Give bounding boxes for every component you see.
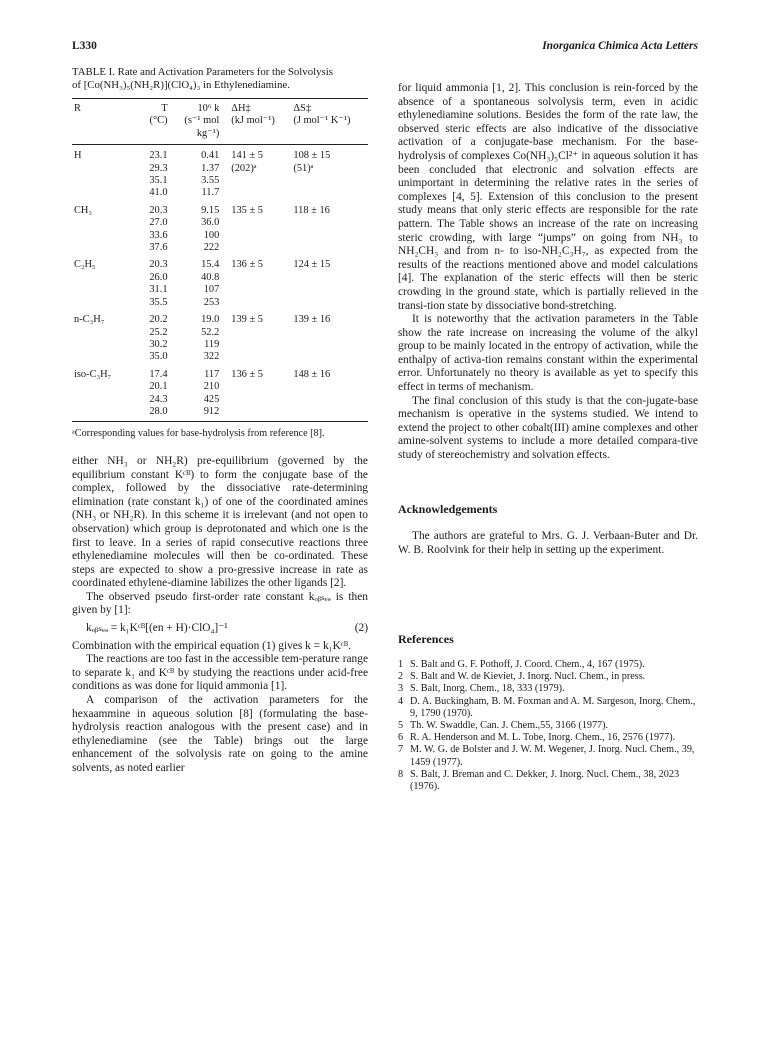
reference-text: S. Balt, Inorg. Chem., 18, 333 (1979). xyxy=(410,683,565,695)
table-row xyxy=(72,217,368,229)
journal-title: Inorganica Chimica Acta Letters xyxy=(542,40,698,52)
reference-text: S. Balt and G. F. Pothoff, J. Coord. Chem., 4, 167 (1975). xyxy=(410,659,645,670)
reference-number: 4 xyxy=(398,695,404,707)
cell-t: 20.3 xyxy=(149,259,168,271)
right-paragraph-1: for liquid ammonia [1, 2]. This conclusion is rein-forced by the absence of a spontaneous solvolysis term, even in acidic ethylenediamine solutions. Besides the form of the rate law, the observed steric effects are also indicative of the dissociative activation of a conjugate-base mechanism. For the base-hydrolysis of complexes Co(NH₃)₅Cl²⁺ in aqueous solution it has been concluded that electronic and solvation effects are unimportant in determining the relative rates in the series of complexes [4, 5]. Extension of this conclusion to the present study means that only steric effects are responsible for the rate pattern. The Table shows an increase of the rate on increasing steric crowding, with large “jumps” on going from NH₃ to NH₂CH₃ and from n- to iso-NH₂C₃H₇, as expected from the results of the reactions mentioned above and model calculations [4]. The explanation of the steric effects will then be steric crowding in the ground state, which is partially relieved in the transi-tion state by dissociative bond-stretching. xyxy=(398,82,698,312)
cell-r xyxy=(72,406,126,422)
cell-k: 40.8 xyxy=(201,271,220,283)
cell-t: 25.2 xyxy=(149,326,168,338)
cell-ds xyxy=(291,394,368,406)
cell-r xyxy=(72,217,126,229)
cell-k: 222 xyxy=(203,242,220,254)
cell-dh: (202)ᵃ xyxy=(231,162,257,174)
cell-ds xyxy=(291,351,368,363)
cell-dh: 141 ± 5 xyxy=(231,150,263,162)
cell-t: 30.2 xyxy=(149,338,168,350)
acknowledgements-text: The authors are grateful to Mrs. G. J. Verbaan-Buter and Dr. W. B. Roolvink for their help in setting up the experiment. xyxy=(398,530,698,556)
cell-r xyxy=(72,242,126,254)
table-body xyxy=(72,145,368,422)
table-row xyxy=(72,364,368,381)
cell-dh: 136 ± 5 xyxy=(231,259,263,271)
page-header xyxy=(72,40,698,58)
cell-ds xyxy=(291,406,368,422)
cell-k: 1.37 xyxy=(201,162,220,174)
right-column xyxy=(398,82,698,793)
cell-r: H xyxy=(74,150,82,162)
cell-r: n-C₃H₇ xyxy=(74,314,105,326)
reference-item xyxy=(398,744,698,768)
cell-k: 425 xyxy=(203,393,220,405)
table-row xyxy=(72,406,368,422)
cell-ds: 148 ± 16 xyxy=(293,368,331,380)
cell-dh xyxy=(229,187,291,199)
cell-ds xyxy=(291,297,368,309)
cell-t: 41.0 xyxy=(149,187,168,199)
acknowledgements-heading: Acknowledgements xyxy=(398,501,498,516)
table-row xyxy=(72,309,368,326)
cell-k: 3.55 xyxy=(201,175,220,187)
cell-dh xyxy=(229,339,291,351)
rate-parameters-table xyxy=(72,98,368,422)
cell-t: 20.2 xyxy=(149,314,168,326)
left-paragraph-2: The observed pseudo first-order rate constant kₒᵦₛₑₔ is then given by [1]: xyxy=(72,590,368,617)
cell-ds: 108 ± 15 xyxy=(293,150,331,162)
table-row xyxy=(72,327,368,339)
cell-r xyxy=(72,351,126,363)
table-row xyxy=(72,351,368,363)
unit-k-1: (s⁻¹ mol xyxy=(184,115,220,127)
cell-dh xyxy=(229,351,291,363)
table-row xyxy=(72,284,368,296)
reference-number: 2 xyxy=(398,671,404,683)
cell-ds xyxy=(291,175,368,187)
cell-ds xyxy=(291,272,368,284)
reference-item xyxy=(398,720,698,732)
cell-t: 37.6 xyxy=(149,242,168,254)
cell-t: 35.1 xyxy=(149,175,168,187)
cell-k: 19.0 xyxy=(201,314,220,326)
cell-k: 322 xyxy=(203,351,220,363)
cell-ds xyxy=(291,187,368,199)
table-row xyxy=(72,297,368,309)
cell-k: 253 xyxy=(203,296,220,308)
table-row xyxy=(72,339,368,351)
cell-r xyxy=(72,381,126,393)
header-k: 10⁶ k xyxy=(178,99,230,116)
cell-r xyxy=(72,175,126,187)
right-paragraph-2: It is noteworthy that the activation parameters in the Table show the rate increase on increasing the volume of the alkyl group to be mainly located in the entropy of activation, while the enthalpy of activa-tion remains constant within the experimental error. Unfortunately no theory is available as yet to specify this effect in terms of mechanism. xyxy=(398,313,698,394)
cell-dh xyxy=(229,230,291,242)
cell-k: 210 xyxy=(203,381,220,393)
equation-text: kₒᵦₛₑₔ = k₁Kᶜᴮ[(en + H)·ClO₄]⁻¹ xyxy=(86,622,228,635)
equation-number: (2) xyxy=(354,622,368,635)
unit-k-2: kg⁻¹) xyxy=(178,128,230,145)
reference-number: 1 xyxy=(398,659,404,670)
table-footnote: ᵃCorresponding values for base-hydrolysis from reference [8]. xyxy=(72,428,325,440)
reference-number: 3 xyxy=(398,683,404,695)
cell-dh xyxy=(229,406,291,422)
equation-2 xyxy=(86,622,368,636)
cell-dh xyxy=(229,394,291,406)
left-paragraph-5: A comparison of the activation parameters for the hexaammine in aqueous solution [8] (formulating the base-hydrolysis reaction analogous with the present case) and in ethylenediamine (see the Table) brings out the large enhancement of the solvolysis rate on going to the amine solvents, as noted earlier xyxy=(72,694,368,774)
cell-t: 20.3 xyxy=(149,204,168,216)
header-t: T xyxy=(126,99,178,116)
cell-r xyxy=(72,272,126,284)
reference-text: S. Balt and W. de Kieviet, J. Inorg. Nucl. Chem., in press. xyxy=(410,671,646,683)
cell-ds xyxy=(291,217,368,229)
cell-k: 36.0 xyxy=(201,217,220,229)
cell-ds: 139 ± 16 xyxy=(293,314,331,326)
cell-t: 28.0 xyxy=(126,406,178,422)
cell-ds xyxy=(291,230,368,242)
cell-k: 0.41 xyxy=(201,150,220,162)
table-row xyxy=(72,175,368,187)
right-paragraph-3: The final conclusion of this study is that the con-jugate-base mechanism is operative in the systems studied. We intend to extend the project to other cobalt(III) amine complexes and other amine-solvent systems to include a more detailed compara-tive study of stereochemistry and solvation effects. xyxy=(398,394,698,462)
cell-dh xyxy=(229,272,291,284)
unit-dh: (kJ mol⁻¹) xyxy=(231,115,275,127)
left-paragraph-1: either NH₃ or NH₂R) pre-equilibrium (governed by the equilibrium constant Kᶜᴮ) to form the conjugate base of the complex, followed by the dissociative rate-determining elimination (rate constant k₁) of one of the coordinated amines (NH₃ or NH₂R). In this scheme it is irrelevant (and not open to observation) which group is deprotonated and which one is the first to leave. In a series of rapid consecutive reactions three ethylenediamine molecules will then be co-ordinated. These steps are expected to show a pro-gressive increase in rate as coordinated ethylene-diamine labilizes the other ligands [2]. xyxy=(72,454,368,590)
table-row xyxy=(72,200,368,217)
reference-text: R. A. Henderson and M. L. Tobe, Inorg. Chem., 16, 2576 (1977). xyxy=(410,732,676,744)
table-row xyxy=(72,394,368,406)
references-heading: References xyxy=(398,632,454,647)
cell-r: CH₃ xyxy=(74,204,93,216)
header-dh: ΔH‡ xyxy=(229,99,291,116)
table-caption-line-2: of [Co(NH₃)₅(NH₂R)](ClO₄)₃ in Ethylenediamine. xyxy=(72,79,290,91)
unit-t: (°C) xyxy=(149,115,168,127)
cell-r xyxy=(72,230,126,242)
cell-k: 107 xyxy=(203,284,220,296)
cell-t: 20.1 xyxy=(149,381,168,393)
reference-item xyxy=(398,732,698,744)
cell-ds xyxy=(291,242,368,254)
reference-item xyxy=(398,659,698,671)
cell-dh: 135 ± 5 xyxy=(231,204,263,216)
cell-dh xyxy=(229,217,291,229)
reference-text: D. A. Buckingham, B. M. Foxman and A. M. Sargeson, Inorg. Chem., 9, 1790 (1970). xyxy=(410,695,696,719)
table-caption xyxy=(72,66,368,92)
cell-r xyxy=(72,187,126,199)
cell-ds: 118 ± 16 xyxy=(293,204,330,216)
cell-r xyxy=(72,394,126,406)
cell-t: 24.3 xyxy=(149,393,168,405)
cell-k: 9.15 xyxy=(201,204,220,216)
cell-t: 31.1 xyxy=(149,284,168,296)
header-ds: ΔS‡ xyxy=(291,99,368,116)
cell-k: 15.4 xyxy=(201,259,220,271)
reference-number: 5 xyxy=(398,720,404,732)
table-row xyxy=(72,230,368,242)
table-row xyxy=(72,272,368,284)
cell-ds xyxy=(291,381,368,393)
cell-k: 912 xyxy=(178,406,230,422)
cell-dh xyxy=(229,297,291,309)
header-r: R xyxy=(72,99,126,116)
cell-t: 35.0 xyxy=(149,351,168,363)
reference-text: Th. W. Swaddle, Can. J. Chem.,55, 3166 (1977). xyxy=(410,720,609,732)
cell-dh xyxy=(229,175,291,187)
reference-item xyxy=(398,769,698,793)
page-number: L330 xyxy=(72,40,97,52)
cell-r: iso-C₃H₇ xyxy=(74,368,112,380)
cell-ds: 124 ± 15 xyxy=(293,259,331,271)
cell-dh xyxy=(229,242,291,254)
cell-dh: 139 ± 5 xyxy=(231,314,263,326)
reference-number: 8 xyxy=(398,768,404,780)
table-unit-row-2 xyxy=(72,128,368,145)
cell-t: 33.6 xyxy=(149,229,168,241)
cell-dh xyxy=(229,327,291,339)
cell-k: 117 xyxy=(204,368,220,380)
cell-ds xyxy=(291,327,368,339)
cell-ds xyxy=(291,339,368,351)
cell-k: 52.2 xyxy=(201,326,220,338)
reference-item xyxy=(398,696,698,720)
reference-number: 6 xyxy=(398,732,404,744)
cell-r xyxy=(72,339,126,351)
cell-ds xyxy=(291,284,368,296)
cell-k: 11.7 xyxy=(201,187,220,199)
table-caption-line-1: TABLE I. Rate and Activation Parameters for the Solvolysis xyxy=(72,66,333,78)
cell-t: 26.0 xyxy=(149,271,168,283)
table-row xyxy=(72,163,368,175)
cell-t: 29.3 xyxy=(149,162,168,174)
table-row xyxy=(72,254,368,271)
cell-dh xyxy=(229,284,291,296)
table-unit-row xyxy=(72,115,368,127)
cell-r xyxy=(72,327,126,339)
cell-dh xyxy=(229,381,291,393)
cell-t: 23.1 xyxy=(149,150,168,162)
left-paragraph-3: Combination with the empirical equation (1) gives k = k₁Kᶜᴮ. xyxy=(72,639,352,652)
table-header-row xyxy=(72,99,368,116)
reference-number: 7 xyxy=(398,744,404,756)
cell-r xyxy=(72,163,126,175)
table-row xyxy=(72,145,368,163)
table-row xyxy=(72,381,368,393)
cell-ds: (51)ᵃ xyxy=(293,162,314,174)
table-row xyxy=(72,242,368,254)
cell-t: 35.5 xyxy=(149,296,168,308)
cell-k: 100 xyxy=(203,229,220,241)
cell-dh: 136 ± 5 xyxy=(231,368,263,380)
reference-item xyxy=(398,683,698,695)
reference-text: S. Balt, J. Breman and C. Dekker, J. Inorg. Nucl. Chem., 38, 2023 (1976). xyxy=(410,768,680,793)
cell-t: 27.0 xyxy=(149,217,168,229)
reference-item xyxy=(398,671,698,683)
left-column xyxy=(72,66,368,776)
cell-r: C₂H₅ xyxy=(74,259,96,271)
reference-text: M. W. G. de Bolster and J. W. M. Wegener, J. Inorg. Nucl. Chem., 39, 1459 (1977). xyxy=(410,744,695,768)
cell-t: 17.4 xyxy=(149,368,168,380)
cell-k: 119 xyxy=(204,338,220,350)
left-paragraph-4: The reactions are too fast in the accessible tem-perature range to separate k₁ and Kᶜᴮ by studying the reactions under acid-free conditions as was done for liquid ammonia [1]. xyxy=(72,653,368,693)
table-row xyxy=(72,187,368,199)
cell-r xyxy=(72,297,126,309)
cell-r xyxy=(72,284,126,296)
references-list xyxy=(398,659,698,793)
unit-ds: (J mol⁻¹ K⁻¹) xyxy=(293,115,351,127)
